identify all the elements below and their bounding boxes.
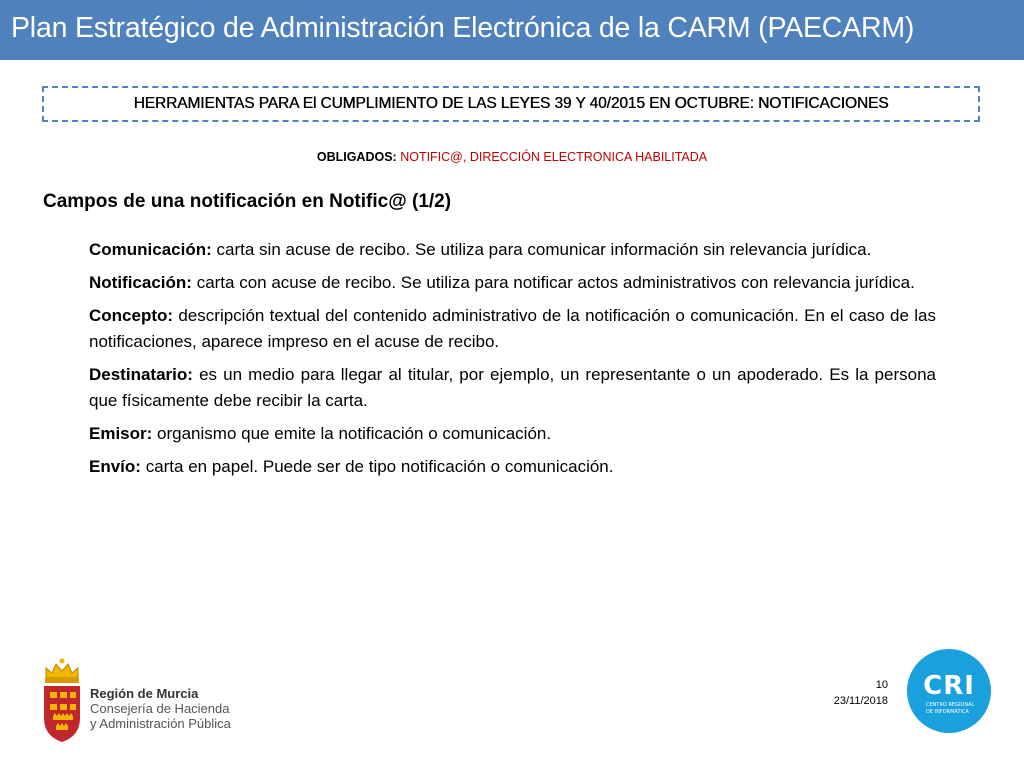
administracion-line: y Administración Pública [90, 716, 231, 731]
definition-item [89, 303, 936, 355]
murcia-coat-of-arms-icon [40, 656, 84, 744]
consejeria-line: Consejería de Hacienda [90, 701, 230, 716]
definition-item [89, 237, 936, 263]
obligados-label: OBLIGADOS: [316, 150, 397, 164]
definition-term: Envío: [89, 457, 141, 476]
region-name: Región de Murcia [90, 686, 199, 701]
section-title: Campos de una notificación en Notific@ (1/2) [43, 191, 452, 212]
definition-item [89, 362, 936, 414]
definition-term: Concepto: [89, 306, 174, 325]
slide-date: 23/11/2018 [833, 695, 888, 707]
cri-logo [906, 648, 992, 734]
definition-term: Comunicación: [89, 240, 212, 259]
definition-text: carta con acuse de recibo. Se utiliza para notificar actos administrativos con relevancia jurídica. [196, 273, 915, 292]
definition-text: carta en papel. Puede ser de tipo notificación o comunicación. [145, 457, 614, 476]
definition-text: organismo que emite la notificación o comunicación. [157, 424, 552, 443]
definition-text: es un medio para llegar al titular, por ejemplo, un representante o un apoderado. Es la persona que físicamente debe recibir la carta. [89, 365, 936, 410]
obligados-line [0, 150, 1024, 164]
definition-term: Emisor: [89, 424, 153, 443]
murcia-text-block [90, 686, 231, 731]
slide-title: Plan Estratégico de Administración Electrónica de la CARM (PAECARM) [11, 12, 915, 44]
region-murcia-logo [40, 656, 240, 748]
title-bar [0, 0, 1024, 60]
cri-line2: DE INFORMÁTICA [926, 709, 969, 715]
definition-text: carta sin acuse de recibo. Se utiliza para comunicar información sin relevancia jurídica. [216, 240, 872, 259]
page-number: 10 [875, 679, 888, 691]
cri-line1: CENTRO REGIONAL [926, 702, 975, 708]
definition-item [89, 421, 936, 447]
definition-term: Notificación: [89, 273, 192, 292]
cri-logo-text: CRI [923, 671, 975, 701]
definition-item [89, 454, 936, 480]
definition-text: descripción textual del contenido administrativo de la notificación o comunicación. En el caso de las notificaciones, aparece impreso en el acuse de recibo. [89, 306, 936, 351]
banner-text: HERRAMIENTAS PARA El CUMPLIMIENTO DE LAS LEYES 39 Y 40/2015 EN OCTUBRE: NOTIFICACIONES [133, 95, 889, 112]
topic-banner [42, 86, 980, 122]
obligados-value: NOTIFIC@, DIRECCIÓN ELECTRONICA HABILITADA [400, 150, 708, 164]
page-info [834, 677, 888, 709]
definition-term: Destinatario: [89, 365, 193, 384]
definitions-list [89, 237, 936, 487]
definition-item [89, 270, 936, 296]
